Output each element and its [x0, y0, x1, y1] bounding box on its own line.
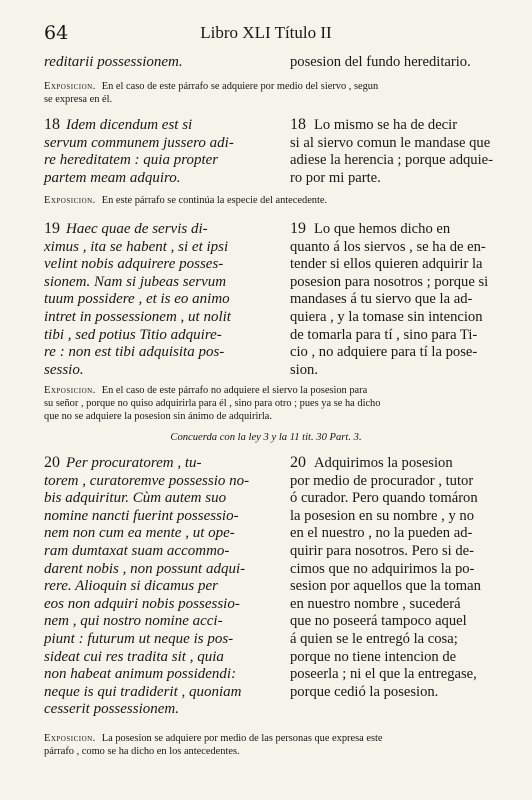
spanish-line: quanto á los siervos , se ha de en-: [290, 238, 486, 255]
latin-line: reditarii possessionem.: [44, 54, 183, 70]
paragraph-number: 18: [290, 116, 306, 133]
spanish-line: de tomarla para tí , sino para Ti-: [290, 326, 478, 343]
spanish-line: adiese la herencia ; porque adquie-: [290, 152, 493, 169]
spanish-line: si al siervo comun le mandase que: [290, 134, 491, 151]
latin-line: neque is qui tradiderit , quoniam: [44, 683, 242, 700]
page-number: 64: [44, 22, 69, 44]
spanish-line: en nuestro nombre , sucederá: [290, 595, 461, 612]
running-title: Libro XLI Título II: [200, 23, 332, 42]
latin-line: torem , curatoremve possessio no-: [44, 472, 250, 489]
exposicion-note-4: [44, 732, 496, 758]
latin-line: piunt : futurum ut neque is pos-: [44, 630, 234, 647]
spanish-line: porque cedió la posesion.: [290, 683, 439, 700]
spanish-line: poseerla ; ni el que la entregase,: [290, 666, 477, 683]
latin-line: sideat cui res tradita sit , quia: [44, 648, 224, 665]
spanish-line: por medio de procurador , tutor: [290, 472, 474, 489]
latin-line: tibi , sed potius Titio adquire-: [44, 326, 222, 343]
latin-line: sionem. Nam si jubeas servum: [44, 273, 227, 290]
latin-line: ram dumtaxat suam accommo-: [44, 542, 230, 559]
exposicion-text: que no se adquiere la posesion sin ánimo de adquirirla.: [44, 411, 272, 422]
paragraph-number: 20: [44, 454, 60, 471]
exposicion-text: su señor , porque no quiso adquirirla para él , sino para otro ; pues ya se ha dicho: [44, 398, 381, 409]
latin-line: darent nobis , non possunt adqui-: [44, 560, 246, 577]
spanish-line: sesion por aquellos que la toman: [290, 578, 481, 595]
paragraph-number: 19: [44, 220, 60, 237]
latin-line: nem non cum ea mente , ut ope-: [44, 525, 235, 542]
spanish-line: tender si ellos quieren adquirir la: [290, 256, 483, 273]
latin-line: bis adquiritur. Cùm autem suo: [44, 490, 227, 507]
latin-line: ximus , ita se habent , si et ipsi: [44, 238, 229, 255]
spanish-line: porque no tiene intencion de: [290, 648, 457, 665]
exposicion-text: se expresa en él.: [44, 94, 113, 105]
paragraph-number: 19: [290, 220, 306, 237]
spanish-line: ro por mi parte.: [290, 169, 381, 186]
spanish-line: posesion para nosotros ; porque si: [290, 273, 489, 290]
spanish-continuation: [290, 54, 526, 72]
spanish-paragraph-18: [290, 116, 526, 187]
spanish-line: cimos que no adquirimos la po-: [290, 560, 475, 577]
latin-line: cesserit possessionem.: [44, 701, 179, 718]
spanish-line: posesion del fundo hereditario.: [290, 54, 471, 70]
exposicion-text: En este párrafo se continúa la especie del antecedente.: [101, 195, 328, 206]
latin-line: tuum possidere , et is eo animo: [44, 291, 230, 308]
spanish-line: Adquirimos la posesion: [314, 455, 453, 471]
spanish-line: cio , no adquiere para tí la pose-: [290, 344, 478, 361]
spanish-line: en el nuestro , no la pueden ad-: [290, 525, 473, 542]
latin-line: partem meam adquiro.: [44, 169, 181, 186]
spanish-line: Lo que hemos dicho en: [314, 221, 451, 237]
latin-line: non habeat animum possidendi:: [44, 666, 237, 683]
latin-line: Idem dicendum est si: [66, 117, 193, 133]
exposicion-note-1: [44, 80, 496, 106]
latin-line: nomine nancti fuerint possessio-: [44, 507, 239, 524]
spanish-line: Lo mismo se ha de decir: [314, 117, 458, 133]
exposicion-note-3: [44, 384, 496, 423]
latin-line: re : non est tibi adquisita pos-: [44, 344, 225, 361]
exposicion-label: Exposicion.: [44, 195, 96, 206]
paragraph-number: 18: [44, 116, 60, 133]
spanish-line: sion.: [290, 361, 318, 378]
latin-line: Haec quae de servis di-: [66, 221, 208, 237]
latin-line: rere. Alioquin si dicamus per: [44, 578, 219, 595]
latin-paragraph-18: [44, 116, 266, 187]
spanish-line: á quien se le entregó la cosa;: [290, 630, 458, 647]
spanish-paragraph-20: [290, 454, 526, 701]
concordance-note: Concuerda con la ley 3 y la 11 tit. 30 Part. 3.: [170, 432, 362, 443]
latin-line: eos non adquiri nobis possessio-: [44, 595, 240, 612]
exposicion-text: La posesion se adquiere por medio de las personas que expresa este: [101, 733, 383, 744]
latin-continuation: [44, 54, 266, 72]
exposicion-text: En el caso de este párrafo se adquiere por medio del siervo , segun: [101, 81, 379, 92]
exposicion-label: Exposicion.: [44, 81, 96, 92]
latin-line: nem , qui nostro nomine acci-: [44, 613, 223, 630]
spanish-line: que no poseerá tampoco aquel: [290, 613, 467, 630]
spanish-line: mandases á tu siervo que la ad-: [290, 291, 473, 308]
latin-paragraph-19: [44, 220, 266, 379]
exposicion-label: Exposicion.: [44, 733, 96, 744]
exposicion-note-2: [44, 194, 496, 207]
exposicion-text: En el caso de este párrafo no adquiere el siervo la posesion para: [101, 385, 368, 396]
latin-line: servum communem jussero adi-: [44, 134, 234, 151]
spanish-line: la posesion en su nombre , y no: [290, 507, 475, 524]
latin-line: sessio.: [44, 361, 84, 378]
exposicion-text: párrafo , como se ha dicho en los antecedentes.: [44, 746, 240, 757]
paragraph-number: 20: [290, 454, 306, 471]
spanish-line: quiera , y la tomase sin intencion: [290, 308, 483, 325]
exposicion-label: Exposicion.: [44, 385, 96, 396]
spanish-paragraph-19: [290, 220, 526, 379]
latin-line: re hereditatem : quia propter: [44, 152, 219, 169]
spanish-line: ó curador. Pero quando tomáron: [290, 490, 478, 507]
latin-line: velint nobis adquirere posses-: [44, 256, 224, 273]
spanish-line: quirir para nosotros. Pero si de-: [290, 542, 475, 559]
latin-line: intret in possessionem , ut nolit: [44, 308, 231, 325]
page-header: [44, 22, 488, 48]
latin-line: Per procuratorem , tu-: [66, 455, 202, 471]
latin-paragraph-20: [44, 454, 266, 719]
